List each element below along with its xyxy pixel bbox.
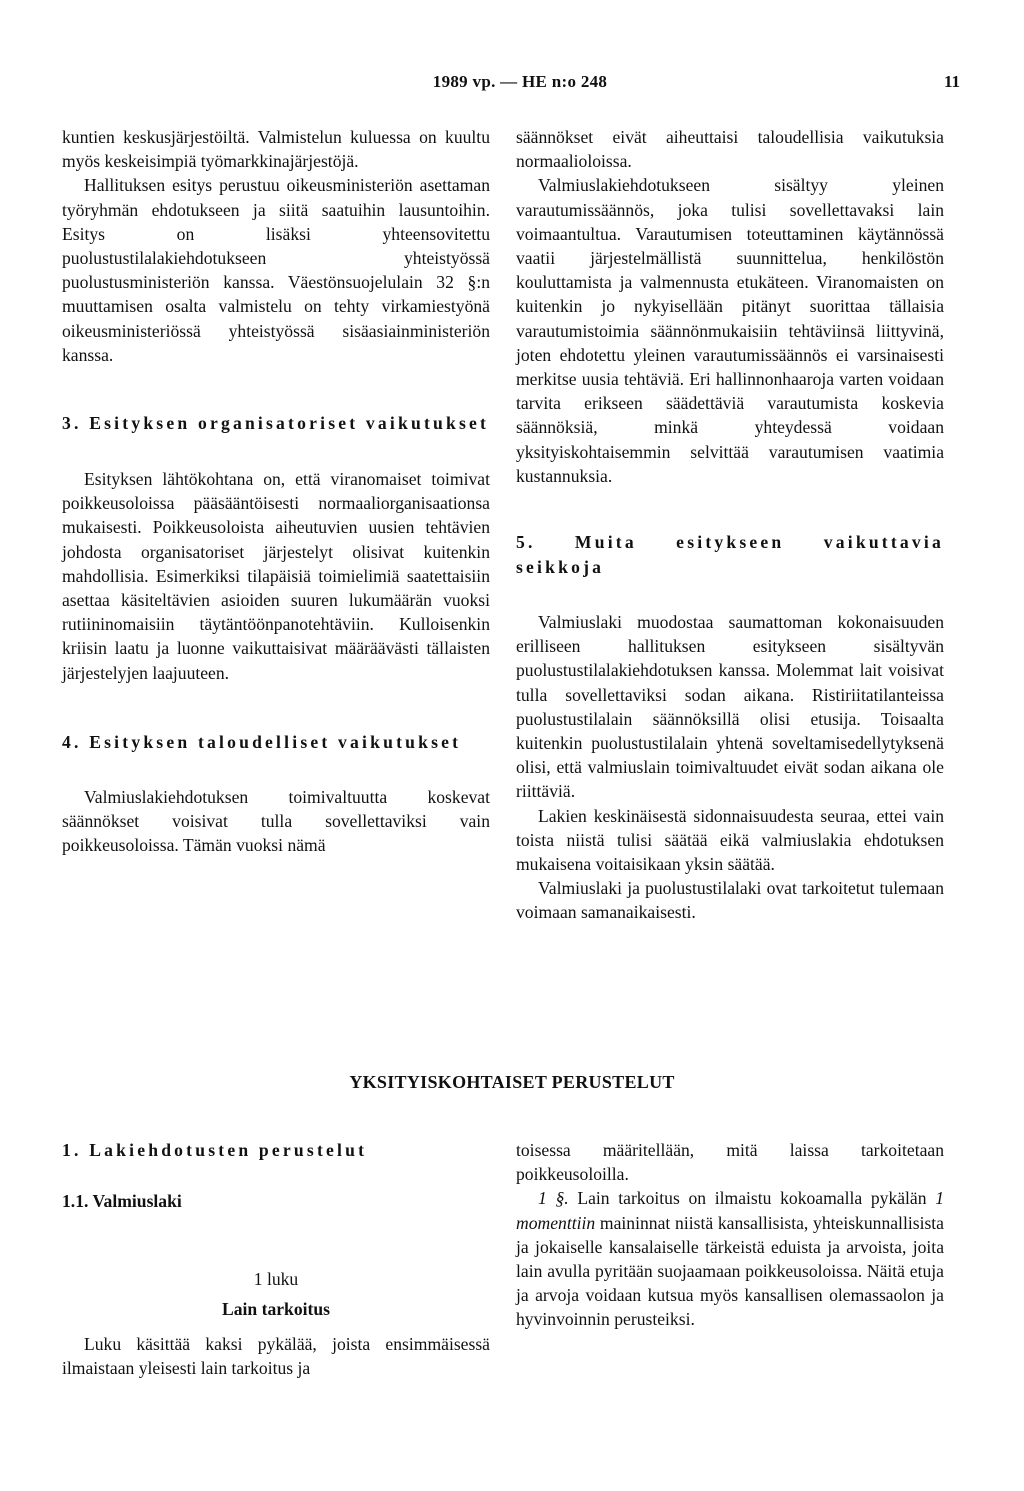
paragraph-text: Lain tarkoitus on ilmaistu kokoamalla pykälän (568, 1188, 936, 1209)
section-3-heading: 3. Esityksen organisatoriset vaikutukset (62, 413, 490, 434)
page-number: 11 (943, 72, 960, 91)
paragraph: Valmiuslakiehdotukseen sisältyy yleinen varautumissäännös, joka tulisi sovellettavaksi lain voimaantultua. Varautumisen toteuttaminen käytännössä vaatii järjestelmällistä suunnittelua, henkilöstön kouluttamista ja valmennusta etukäteen. Viranomaisten on kuitenkin jo nykyisellään pitänyt suorittaa tällaisia varautumistoimia säännönmukaisiin tehtäviinsä liittyvinä, joten ehdotettu yleinen varautumissäännös ei varsinaisesti merkitse uusia tehtäviä. Eri hallinnonhaaroja varten voidaan tarvita erikseen säädettäviä varautumista koskevia säännöksiä, minkä yhteydessä voidaan yksityiskohtaisemmin selvittää varautumisen vaatimia kustannuksia. (516, 175, 944, 486)
section-title: YKSITYISKOHTAISET PERUSTELUT (349, 1072, 675, 1092)
right-column-bottom (516, 1138, 944, 1332)
section-5-heading: 5. Muita esitykseen vaikuttavia seikkoja (516, 532, 944, 578)
paragraph: Valmiuslakiehdotuksen toimivaltuutta koskevat säännökset voisivat tulla sovellettaviksi vain poikkeusoloissa. Tämän vuoksi nämä (62, 786, 490, 856)
paragraph: Lakien keskinäisestä sidonnaisuudesta seuraa, ettei vain toista niistä tulisi säätää eikä valmiuslakia ehdotuksen mukaisena voitaisikaan yksin säätää. (516, 805, 944, 875)
paragraph: Hallituksen esitys perustuu oikeusministeriön asettaman työryhmän ehdotukseen ja siitä saatuihin lausuntoihin. Esitys on lisäksi yhteensovitettu puolustustilalakiehdotukseen yhteistyössä puolustusministeriön kanssa. Väestönsuojelulain 32 §:n muuttamisen osalta valmistelu on tehty virkamiestyönä oikeusministeriössä yhteistyössä sisäasiainministeriön kanssa. (62, 175, 490, 365)
chapter-title: Lain tarkoitus (221, 1299, 331, 1320)
italic-reference: 1 momenttiin (516, 1188, 945, 1233)
paragraph: Esityksen lähtökohtana on, että viranomaiset toimivat poikkeusoloissa pääsääntöisesti normaaliorganisaationsa mukaisesti. Poikkeusoloista aiheutuvien uusien tehtävien johdosta organisatoriset järjestelyt olisivat kuitenkin mahdollisia. Esimerkiksi tilapäisiä toimielimiä saatettaisiin asettaa käsiteltävien asioiden suuren lukumäärän vuoksi rutiininomaisiin täytäntöönpanotehtäviin. Kulloisenkin kriisin laatu ja luonne vaikuttaisivat määräävästi tällaisten järjestelyjen laajuuteen. (62, 469, 490, 683)
document-title: 1989 vp. — HE n:o 248 (432, 72, 608, 91)
paragraph-text: maininnat niistä kansallisista, yhteiskunnallisista ja jokaiselle kansalaiselle tärkeistä eduista ja arvoista, joita lain avulla pyritään suojaamaan poikkeusoloissa. Näitä etuja ja arvoja voidaan kutsua myös kansallisen olemassaolon ja hyvinvoinnin perusteiksi. (516, 1212, 944, 1330)
paragraph: kuntien keskusjärjestöiltä. Valmistelun kuluessa on kuultu myös keskeisimpiä työmarkkinajärjestöjä. (62, 127, 490, 172)
paragraph: Valmiuslaki muodostaa saumattoman kokonaisuuden erilliseen hallituksen esitykseen sisältyvän puolustustilalakiehdotuksen kanssa. Molemmat lait voisivat tulla sovellettaviksi sodan aikana. Ristiriitatilanteissa puolustustilalain säännöksillä olisi etusija. Toisaalta kuitenkin puolustustilalain yhtenä soveltamisedellytyksenä olisi, että valmiuslain toimivaltuudet eivät sodan aikana ole riittäviä. (516, 612, 944, 802)
paragraph: Luku käsittää kaksi pykälää, joista ensimmäisessä ilmaistaan yleisesti lain tarkoitus ja (62, 1333, 490, 1378)
section-reference: 1 §. (538, 1188, 569, 1209)
paragraph: Valmiuslaki ja puolustustilalaki ovat tarkoitetut tulemaan voimaan samanaikaisesti. (516, 878, 944, 923)
paragraph (516, 1186, 944, 1331)
page-header (0, 72, 1024, 96)
heading-1: 1. Lakiehdotusten perustelut (62, 1140, 368, 1160)
left-column-bottom (62, 1138, 490, 1380)
right-column-top (516, 125, 944, 925)
paragraph: toisessa määritellään, mitä laissa tarkoitetaan poikkeusoloilla. (516, 1140, 944, 1185)
section-4-heading: 4. Esityksen taloudelliset vaikutukset (62, 731, 462, 752)
paragraph: säännökset eivät aiheuttaisi taloudellisia vaikutuksia normaalioloissa. (516, 127, 944, 172)
heading-1-1: 1.1. Valmiuslaki (62, 1191, 182, 1211)
left-column-top (62, 125, 490, 857)
chapter-number: 1 luku (253, 1269, 299, 1290)
